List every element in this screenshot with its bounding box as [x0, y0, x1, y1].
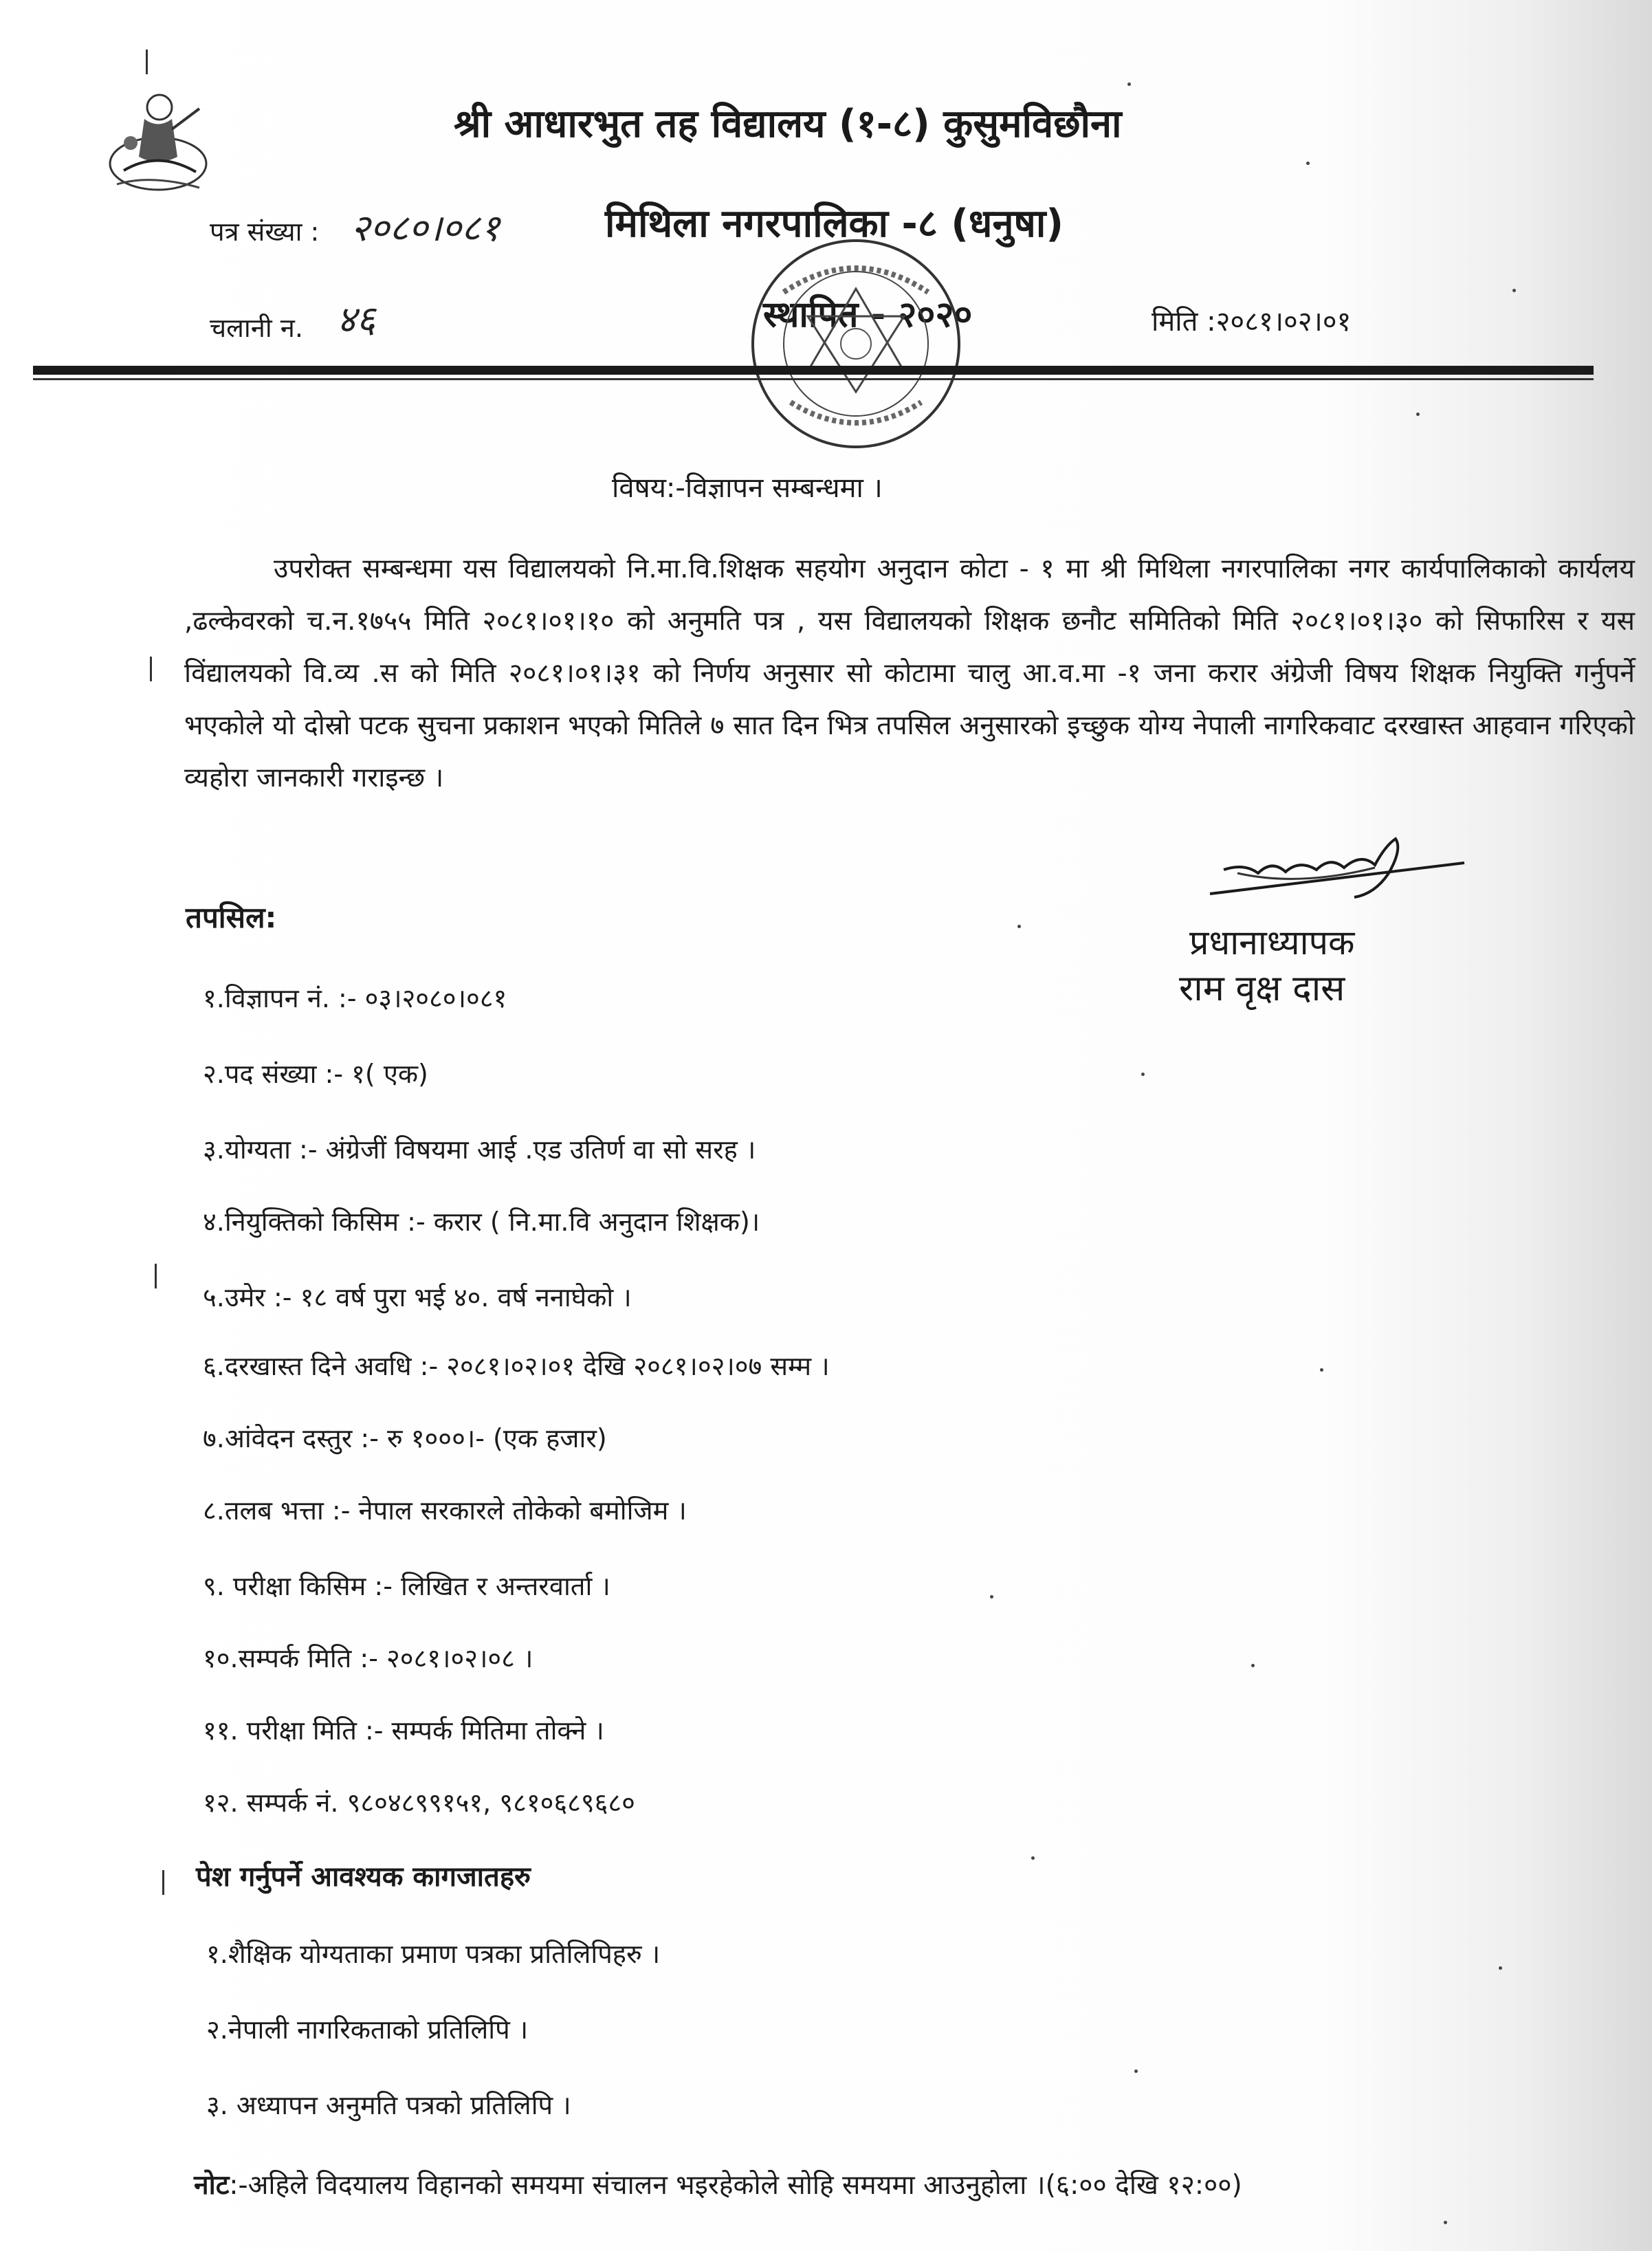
scan-speck: [1306, 162, 1310, 165]
document-item: ३. अध्यापन अनुमति पत्रको प्रतिलिपि ।: [206, 2090, 571, 2120]
signatory-name: राम वृक्ष दास: [1179, 968, 1345, 1009]
school-stamp-icon: [742, 230, 969, 457]
details-heading: तपसिल:: [186, 901, 277, 934]
dispatch-number-label: चलानी न.: [210, 313, 303, 343]
detail-item: ११. परीक्षा मिति :- सम्पर्क मितिमा तोक्ने ।: [203, 1715, 604, 1746]
scan-speck: [1512, 289, 1516, 292]
letter-date: मिति :२०८१।०२।०१: [1152, 306, 1352, 338]
detail-item: १.विज्ञापन नं. :- ०३।२०८०।०८१: [203, 983, 507, 1013]
scan-mark: [150, 657, 152, 681]
scan-speck: [1416, 413, 1420, 416]
detail-item: २.पद संख्या :- १( एक): [203, 1059, 428, 1089]
headmaster-signature: [1196, 832, 1471, 928]
scan-speck: [1134, 2069, 1138, 2073]
note-text: :-अहिले विदयालय विहानको समयमा संचालन भइरहेकोले सोहि समयमा आउनुहोला ।(६:०० देखि १२:००): [229, 2170, 1242, 2201]
saraswati-logo-icon: [103, 81, 213, 198]
school-name: श्री आधारभुत तह विद्यालय (१-८) कुसुमविछौना: [454, 102, 1122, 146]
document-item: १.शैक्षिक योग्यताका प्रमाण पत्रका प्रतिलिपिहरु ।: [206, 1939, 661, 1969]
scan-speck: [990, 1595, 993, 1599]
detail-item: १०.सम्पर्क मिति :- २०८१।०२।०८ ।: [203, 1643, 533, 1673]
scan-speck: [1141, 1073, 1145, 1076]
scan-mark: [155, 1264, 157, 1288]
scan-speck: [1320, 1368, 1323, 1372]
detail-item: ४.नियुक्तिको किसिम :- करार ( नि.मा.वि अनुदान शिक्षक)।: [203, 1207, 760, 1237]
scan-mark: [146, 50, 148, 74]
subject-line: विषय:-विज्ञापन सम्बन्धमा ।: [612, 472, 883, 504]
signatory-title: प्रधानाध्यापक: [1189, 923, 1355, 963]
detail-item: ८.तलब भत्ता :- नेपाल सरकारले तोकेको बमोजिम ।: [203, 1495, 687, 1526]
established-year: स्थापित - २०२०: [763, 294, 973, 336]
documents-heading: पेश गर्नुपर्ने आवश्यक कागजातहरु: [196, 1861, 531, 1893]
scan-mark: [162, 1870, 164, 1895]
detail-item: ६.दरखास्त दिने अवधि :- २०८१।०२।०१ देखि २०८१।०२।०७ सम्म ।: [203, 1351, 830, 1381]
body-paragraph: उपरोक्त सम्बन्धमा यस विद्यालयको नि.मा.वि.शिक्षक सहयोग अनुदान कोटा - १ मा श्री मिथिला नगरपालिका नगर कार्यपालिकाको कार्यलय ,ढल्केवरको च.न.१७५५ मिति २०८१।०१।१० को अनुमति पत्र , यस विद्यालयको शिक्षक छनौट समितिको मिति २०८१।०१।३० को सिफारिस र यस विंद्यालयको वि.व्य .स को मिति २०८१।०१।३१ को निर्णय अनुसार सो कोटामा चालु आ.व.मा -१ जना करार अंग्रेजी विषय शिक्षक नियुक्ति गर्नुपर्ने भएकोले यो दोस्रो पटक सुचना प्रकाशन भएको मितिले ७ सात दिन भित्र तपसिल अनुसारको इच्छुक योग्य नेपाली नागरिकवाट दरखास्त आहवान गरिएको व्यहोरा जानकारी गराइन्छ ।: [184, 553, 1635, 793]
detail-item: ३.योग्यता :- अंग्रेजीं विषयमा आई .एड उतिर्ण वा सो सरह ।: [203, 1134, 756, 1165]
scan-speck: [1127, 83, 1131, 86]
municipality-name: मिथिला नगरपालिका -८ (धनुषा): [605, 201, 1064, 246]
scan-speck: [1499, 1966, 1502, 1970]
detail-item: ९. परीक्षा किसिम :- लिखित र अन्तरवार्ता ।: [203, 1571, 610, 1601]
dispatch-number-value: ४६: [337, 298, 376, 341]
scan-speck: [1017, 925, 1021, 928]
document-item: २.नेपाली नागरिकताको प्रतिलिपि ।: [206, 2014, 529, 2045]
letter-ref-value: २०८०।०८१: [351, 206, 500, 250]
detail-item: ७.आंवेदन दस्तुर :- रु १०००।- (एक हजार): [203, 1423, 607, 1453]
note-label: नोट: [194, 2170, 230, 2201]
scan-speck: [1031, 1856, 1035, 1860]
header-divider-thin: [33, 378, 1594, 380]
scan-speck: [1251, 1664, 1255, 1667]
scan-speck: [1444, 2221, 1447, 2224]
letter-ref-label: पत्र संख्या :: [210, 217, 320, 247]
detail-item: ५.उमेर :- १८ वर्ष पुरा भई ४०. वर्ष ननाघेको ।: [203, 1282, 632, 1313]
detail-item: १२. सम्पर्क नं. ९८०४८९९१५१, ९८१०६८९६८०: [203, 1788, 635, 1818]
header-divider: [33, 366, 1594, 375]
note-line: [194, 2166, 1242, 2202]
